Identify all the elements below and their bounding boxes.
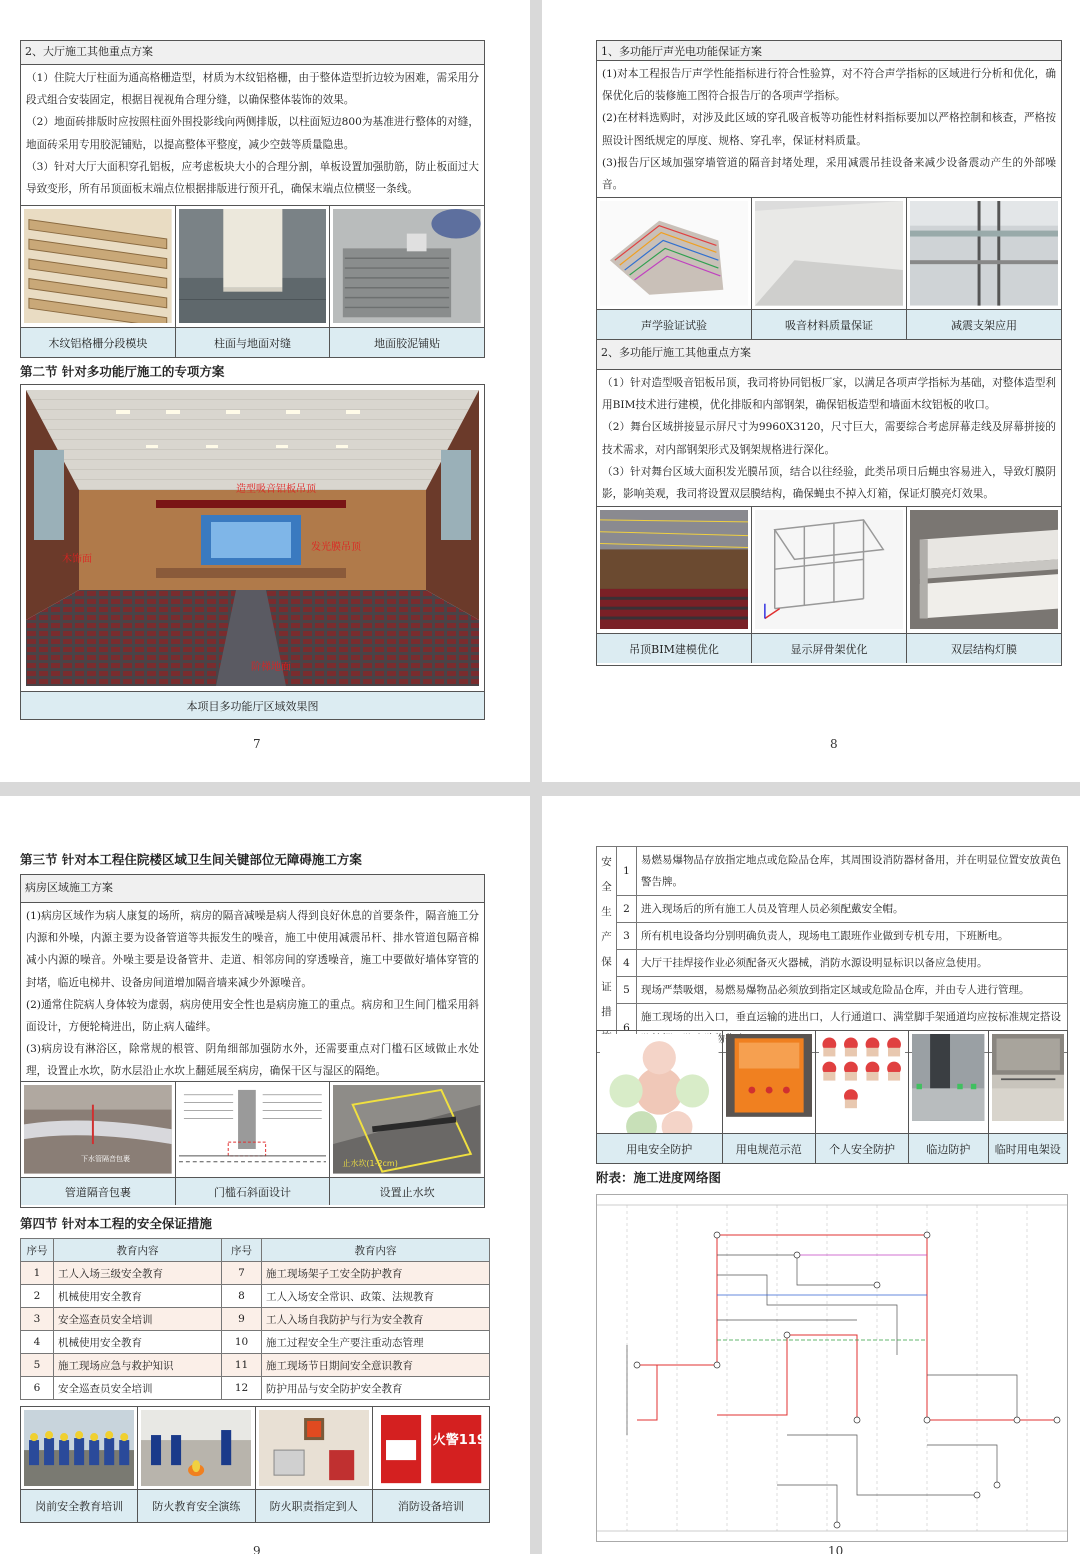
box-header: 病房区域施工方案 (21, 875, 484, 903)
appendix-title: 附表：施工进度网络图 (596, 1170, 722, 1185)
caption: 吸音材料质量保证 (752, 310, 907, 339)
education-content: 施工现场架子工安全防护教育 (262, 1262, 490, 1285)
side-label-char: 保 (601, 955, 612, 968)
side-label-char: 生 (601, 905, 612, 918)
paragraph: （2）地面砖排版时应按照柱面外围投影线向两侧排版，以柱面短边800为基准进行整体的对缝，地面砖采用专用胶泥铺贴，以提高整体平整度，减少空鼓等质量隐患。 (26, 116, 479, 151)
row-number: 12 (222, 1377, 262, 1400)
table-row (21, 1331, 490, 1354)
photo-shock-bracket (907, 198, 1061, 309)
page-7 (0, 0, 530, 782)
row-number: 11 (222, 1354, 262, 1377)
table-row (597, 977, 1068, 1004)
render-annotation: 造型吸音铝板吊顶 (236, 484, 316, 495)
page-number: 8 (830, 737, 838, 751)
photo-water-stop (330, 1082, 484, 1177)
measure-text: 易燃易爆物品存放指定地点或危险品仓库，其周围设消防器材备用，并在明显位置安放黄色警告牌。 (637, 847, 1068, 896)
section-title: 第四节 针对本工程的安全保证措施 (20, 1216, 212, 1231)
caption: 用电规范示范 (723, 1134, 816, 1163)
photo-fire-equipment (373, 1407, 489, 1489)
photo-pre-job-training (21, 1407, 138, 1489)
photo-column-floor-joint (176, 206, 331, 327)
caption: 防火教育安全演练 (138, 1490, 255, 1522)
box-header: 2、多功能厅施工其他重点方案 (597, 340, 1061, 370)
photo-bim-model (597, 507, 752, 633)
photo-edge-protection (909, 1031, 988, 1133)
photo-row (597, 197, 1061, 309)
box-header: 1、多功能厅声光电功能保证方案 (597, 41, 1061, 61)
side-label-char: 措 (601, 1005, 612, 1018)
safety-measures-table (596, 846, 1068, 1053)
render-annotation: 阶梯地面 (251, 662, 291, 673)
box-paragraphs (597, 370, 1061, 506)
hall-other-plan-box (596, 339, 1062, 666)
caption-row (21, 1489, 489, 1522)
paragraph: (1)病房区域作为病人康复的场所，病房的隔音减噪是病人得到良好休息的首要条件，隔音施工分内源和外噪，内源主要为设备管道等共振发生的噪音，施工中使用减震吊杆、排水管道包隔音棉减小内源的噪音。外噪主要是设备管井、走道、相邻房间的穿透噪音，施工中要做好墙体穿管的封堵，临近电梯井、设备房间道增加隔音墙来减少外源噪音。 (26, 910, 479, 989)
education-content: 工人入场三级安全教育 (54, 1262, 222, 1285)
caption: 岗前安全教育培训 (21, 1490, 138, 1522)
box-paragraphs (21, 903, 484, 1081)
side-label-char: 全 (601, 880, 612, 893)
table-header: 序号 (21, 1239, 54, 1262)
table-row (21, 1377, 490, 1400)
caption: 消防设备培训 (397, 1500, 464, 1513)
caption: 个人安全防护 (816, 1134, 909, 1163)
paragraph: (3)报告厅区域加强穿墙管道的隔音封堵处理，采用减震吊挂设备来减少设备震动产生的外部噪音。 (602, 156, 1056, 192)
page-number: 7 (253, 737, 261, 751)
table-row (21, 1354, 490, 1377)
render-annotation: 发光膜吊顶 (311, 542, 361, 553)
photo-fire-duty (256, 1407, 373, 1489)
caption: 防火职责指定到人 (256, 1490, 373, 1522)
education-content: 工人入场自我防护与行为安全教育 (262, 1308, 490, 1331)
caption: 木纹铝格栅分段模块 (21, 328, 176, 357)
page-9 (0, 796, 530, 1554)
caption: 门槛石斜面设计 (176, 1178, 331, 1205)
image-label: 下水管隔音包裹 (81, 1155, 130, 1163)
paragraph: （3）针对大厅大面积穿孔铝板，应考虑板块大小的合理分割，单板设置加强肋筋，防止板面过大导致变形，所有吊顶面板末端点位根据排版进行预开孔，确保末端点位横竖一条线。 (26, 160, 479, 196)
table-row (597, 896, 1068, 923)
education-content: 安全巡查员安全培训 (54, 1308, 222, 1331)
table-row (597, 950, 1068, 977)
caption: 临时用电架设 (994, 1142, 1061, 1156)
page-number: 10 (828, 1544, 844, 1554)
caption: 用电安全防护 (597, 1134, 723, 1163)
caption-row (597, 309, 1061, 339)
row-number: 5 (617, 977, 637, 1004)
caption-row (21, 327, 484, 357)
schedule-network-diagram (596, 1194, 1068, 1542)
photo-wood-grille (21, 206, 176, 327)
row-number: 9 (222, 1308, 262, 1331)
caption: 地面胶泥铺贴 (374, 336, 441, 350)
render-box (20, 384, 485, 720)
acoustic-plan-box (596, 40, 1062, 340)
photo-fire-drill (138, 1407, 255, 1489)
caption-row (21, 1177, 484, 1205)
measure-text: 所有机电设备均分别明确负责人，现场电工跟班作业做到专机专用，下班断电。 (637, 923, 1068, 950)
row-number: 1 (617, 847, 637, 896)
caption: 临边防护 (909, 1134, 988, 1163)
side-label (597, 847, 617, 1053)
paragraph: (2)在材料选购时，对涉及此区域的穿孔吸音板等功能性材料指标要加以严格控制和核查，严格按照设计图纸规定的厚度、规格、穿孔率，保证材料质量。 (602, 112, 1056, 147)
row-number: 3 (21, 1308, 54, 1331)
render-annotation: 木饰面 (62, 554, 92, 565)
caption: 本项目多功能厅区域效果图 (186, 699, 319, 713)
page-number: 9 (253, 1544, 261, 1554)
row-number: 2 (617, 896, 637, 923)
image-label: 止水坎(1-2cm) (342, 1159, 398, 1168)
photo-row (597, 506, 1061, 633)
education-content: 施工过程安全生产要注重动态管理 (262, 1331, 490, 1354)
row-number: 7 (222, 1262, 262, 1285)
caption: 设置止水坎 (379, 1185, 435, 1199)
paragraph: (1)对本工程报告厅声学性能指标进行符合性验算，对不符合声学指标的区域进行分析和优化，确保优化后的装修施工图符合报告厅的各项声学指标。 (602, 68, 1056, 103)
side-label-char: 安 (601, 855, 612, 868)
table-row (21, 1285, 490, 1308)
caption: 声学验证试验 (597, 310, 752, 339)
section-title: 第二节 针对多功能厅施工的专项方案 (20, 364, 225, 379)
caption: 显示屏骨架优化 (752, 634, 907, 663)
education-content: 施工现场节日期间安全意识教育 (262, 1354, 490, 1377)
row-number: 5 (21, 1354, 54, 1377)
row-number: 6 (21, 1377, 54, 1400)
education-content: 机械使用安全教育 (54, 1331, 222, 1354)
education-content: 机械使用安全教育 (54, 1285, 222, 1308)
education-content: 安全巡查员安全培训 (54, 1377, 222, 1400)
box-paragraphs (597, 61, 1061, 197)
table-header: 序号 (222, 1239, 262, 1262)
page-10 (542, 796, 1080, 1554)
page-8 (542, 0, 1080, 782)
education-content: 防护用品与安全防护安全教育 (262, 1377, 490, 1400)
caption-row (597, 633, 1061, 663)
education-content: 工人入场安全常识、政策、法规教育 (262, 1285, 490, 1308)
measure-text: 施工现场的出入口，垂直运输的进出口，人行通道口、满堂脚手架通道均应按标准规定搭设 防止坠物伤人。 (637, 1004, 1068, 1053)
fire-alarm-label: 火警119 (432, 1433, 486, 1448)
table-header-row (21, 1239, 490, 1262)
box-paragraphs (21, 65, 484, 205)
table-header: 教育内容 (262, 1239, 490, 1262)
row-number: 1 (21, 1262, 54, 1285)
caption: 柱面与地面对缝 (176, 328, 331, 357)
paragraph: （3）针对舞台区域大面积发光膜吊顶，结合以往经验，此类吊项日后蝇虫容易进入，导致灯膜阴影，影响美观，我司将设置双层膜结构，确保蝇虫不掉入灯箱，保证灯膜亮灯效果。 (602, 465, 1056, 501)
row-number: 3 (617, 923, 637, 950)
paragraph: （1）针对造型吸音铝板吊顶，我司将协同铝板厂家，以满足各项声学指标为基础，对整体造型利用BIM技术进行建模，优化排版和内部钢架，确保铝板造型和墙面木纹铝板的收口。 (602, 377, 1056, 412)
diagram-electric-safety (597, 1031, 723, 1133)
paragraph: （1）住院大厅柱面为通高格栅造型，材质为木纹铝格栅，由于整体造型折边较为困难，需采用分段式组合安装固定，根据目视视角合理分缝，以确保整体装饰的效果。 (26, 72, 479, 107)
photo-personal-protection (816, 1031, 909, 1133)
caption-row (597, 1133, 1067, 1163)
table-row (21, 1308, 490, 1331)
measure-text: 大厅干挂焊接作业必须配备灭火器械，消防水源设明显标识以备应急使用。 (637, 950, 1068, 977)
row-number: 4 (21, 1331, 54, 1354)
hall-render (26, 390, 479, 686)
caption: 双层结构灯膜 (951, 642, 1017, 656)
caption: 吊顶BIM建模优化 (597, 634, 752, 663)
caption: 减震支架应用 (951, 318, 1017, 332)
photo-floor-adhesive (330, 206, 484, 327)
table-row (597, 847, 1068, 896)
education-content: 施工现场应急与救护知识 (54, 1354, 222, 1377)
photo-row (21, 1081, 484, 1177)
row-number: 10 (222, 1331, 262, 1354)
photo-row (21, 205, 484, 327)
side-label-char: 产 (601, 930, 612, 943)
measure-text: 现场严禁吸烟，易燃易爆物品必须放到指定区域或危险品仓库，并由专人进行管理。 (637, 977, 1068, 1004)
table-header: 教育内容 (54, 1239, 222, 1262)
photo-temp-power-erection (989, 1031, 1067, 1133)
education-table (20, 1238, 490, 1400)
box-header: 2、大厅施工其他重点方案 (21, 41, 484, 65)
row-number: 4 (617, 950, 637, 977)
side-label-char: 证 (601, 980, 612, 993)
photo-row (597, 1031, 1067, 1133)
row-number: 8 (222, 1285, 262, 1308)
caption: 管道隔音包裹 (21, 1178, 176, 1205)
row-number: 6 (617, 1004, 637, 1053)
table-row (597, 923, 1068, 950)
paragraph: (3)病房设有淋浴区，除常规的根管、阴角细部加强防水外，还需要重点对门槛石区域做止水处理，设置止水坎，防水层沿止水坎上翻延展至病房，确保干区与湿区的隔绝。 (26, 1043, 479, 1078)
safety-photo-box (596, 1030, 1068, 1164)
row-number: 2 (21, 1285, 54, 1308)
photo-pipe-insulation (21, 1082, 176, 1177)
section-title: 第三节 针对本工程住院楼区域卫生间关键部位无障碍施工方案 (20, 852, 362, 867)
caption-row (21, 691, 484, 719)
photo-absorb-material (752, 198, 907, 309)
ward-plan-box (20, 874, 485, 1208)
photo-row (21, 1407, 489, 1489)
safety-photo-box (20, 1406, 490, 1523)
photo-double-membrane (907, 507, 1061, 633)
diagram-threshold-slope (176, 1082, 331, 1177)
photo-screen-frame (752, 507, 907, 633)
paragraph: （2）舞台区域拼接显示屏尺寸为9960X3120，尺寸巨大，需要综合考虑屏幕走线及屏幕拼接的技术需求，对内部钢架形式及钢架规格进行深化。 (602, 421, 1056, 456)
hall-plan-box (20, 40, 485, 358)
photo-electric-standard (723, 1031, 816, 1133)
paragraph: (2)通常住院病人身体较为虚弱，病房使用安全性也是病房施工的重点。病房和卫生间门槛采用斜面设计，方便轮椅进出，防止病人磕绊。 (26, 998, 479, 1034)
photo-acoustic-test (597, 198, 752, 309)
table-row (21, 1262, 490, 1285)
measure-text: 进入现场后的所有施工人员及管理人员必须配戴安全帽。 (637, 896, 1068, 923)
